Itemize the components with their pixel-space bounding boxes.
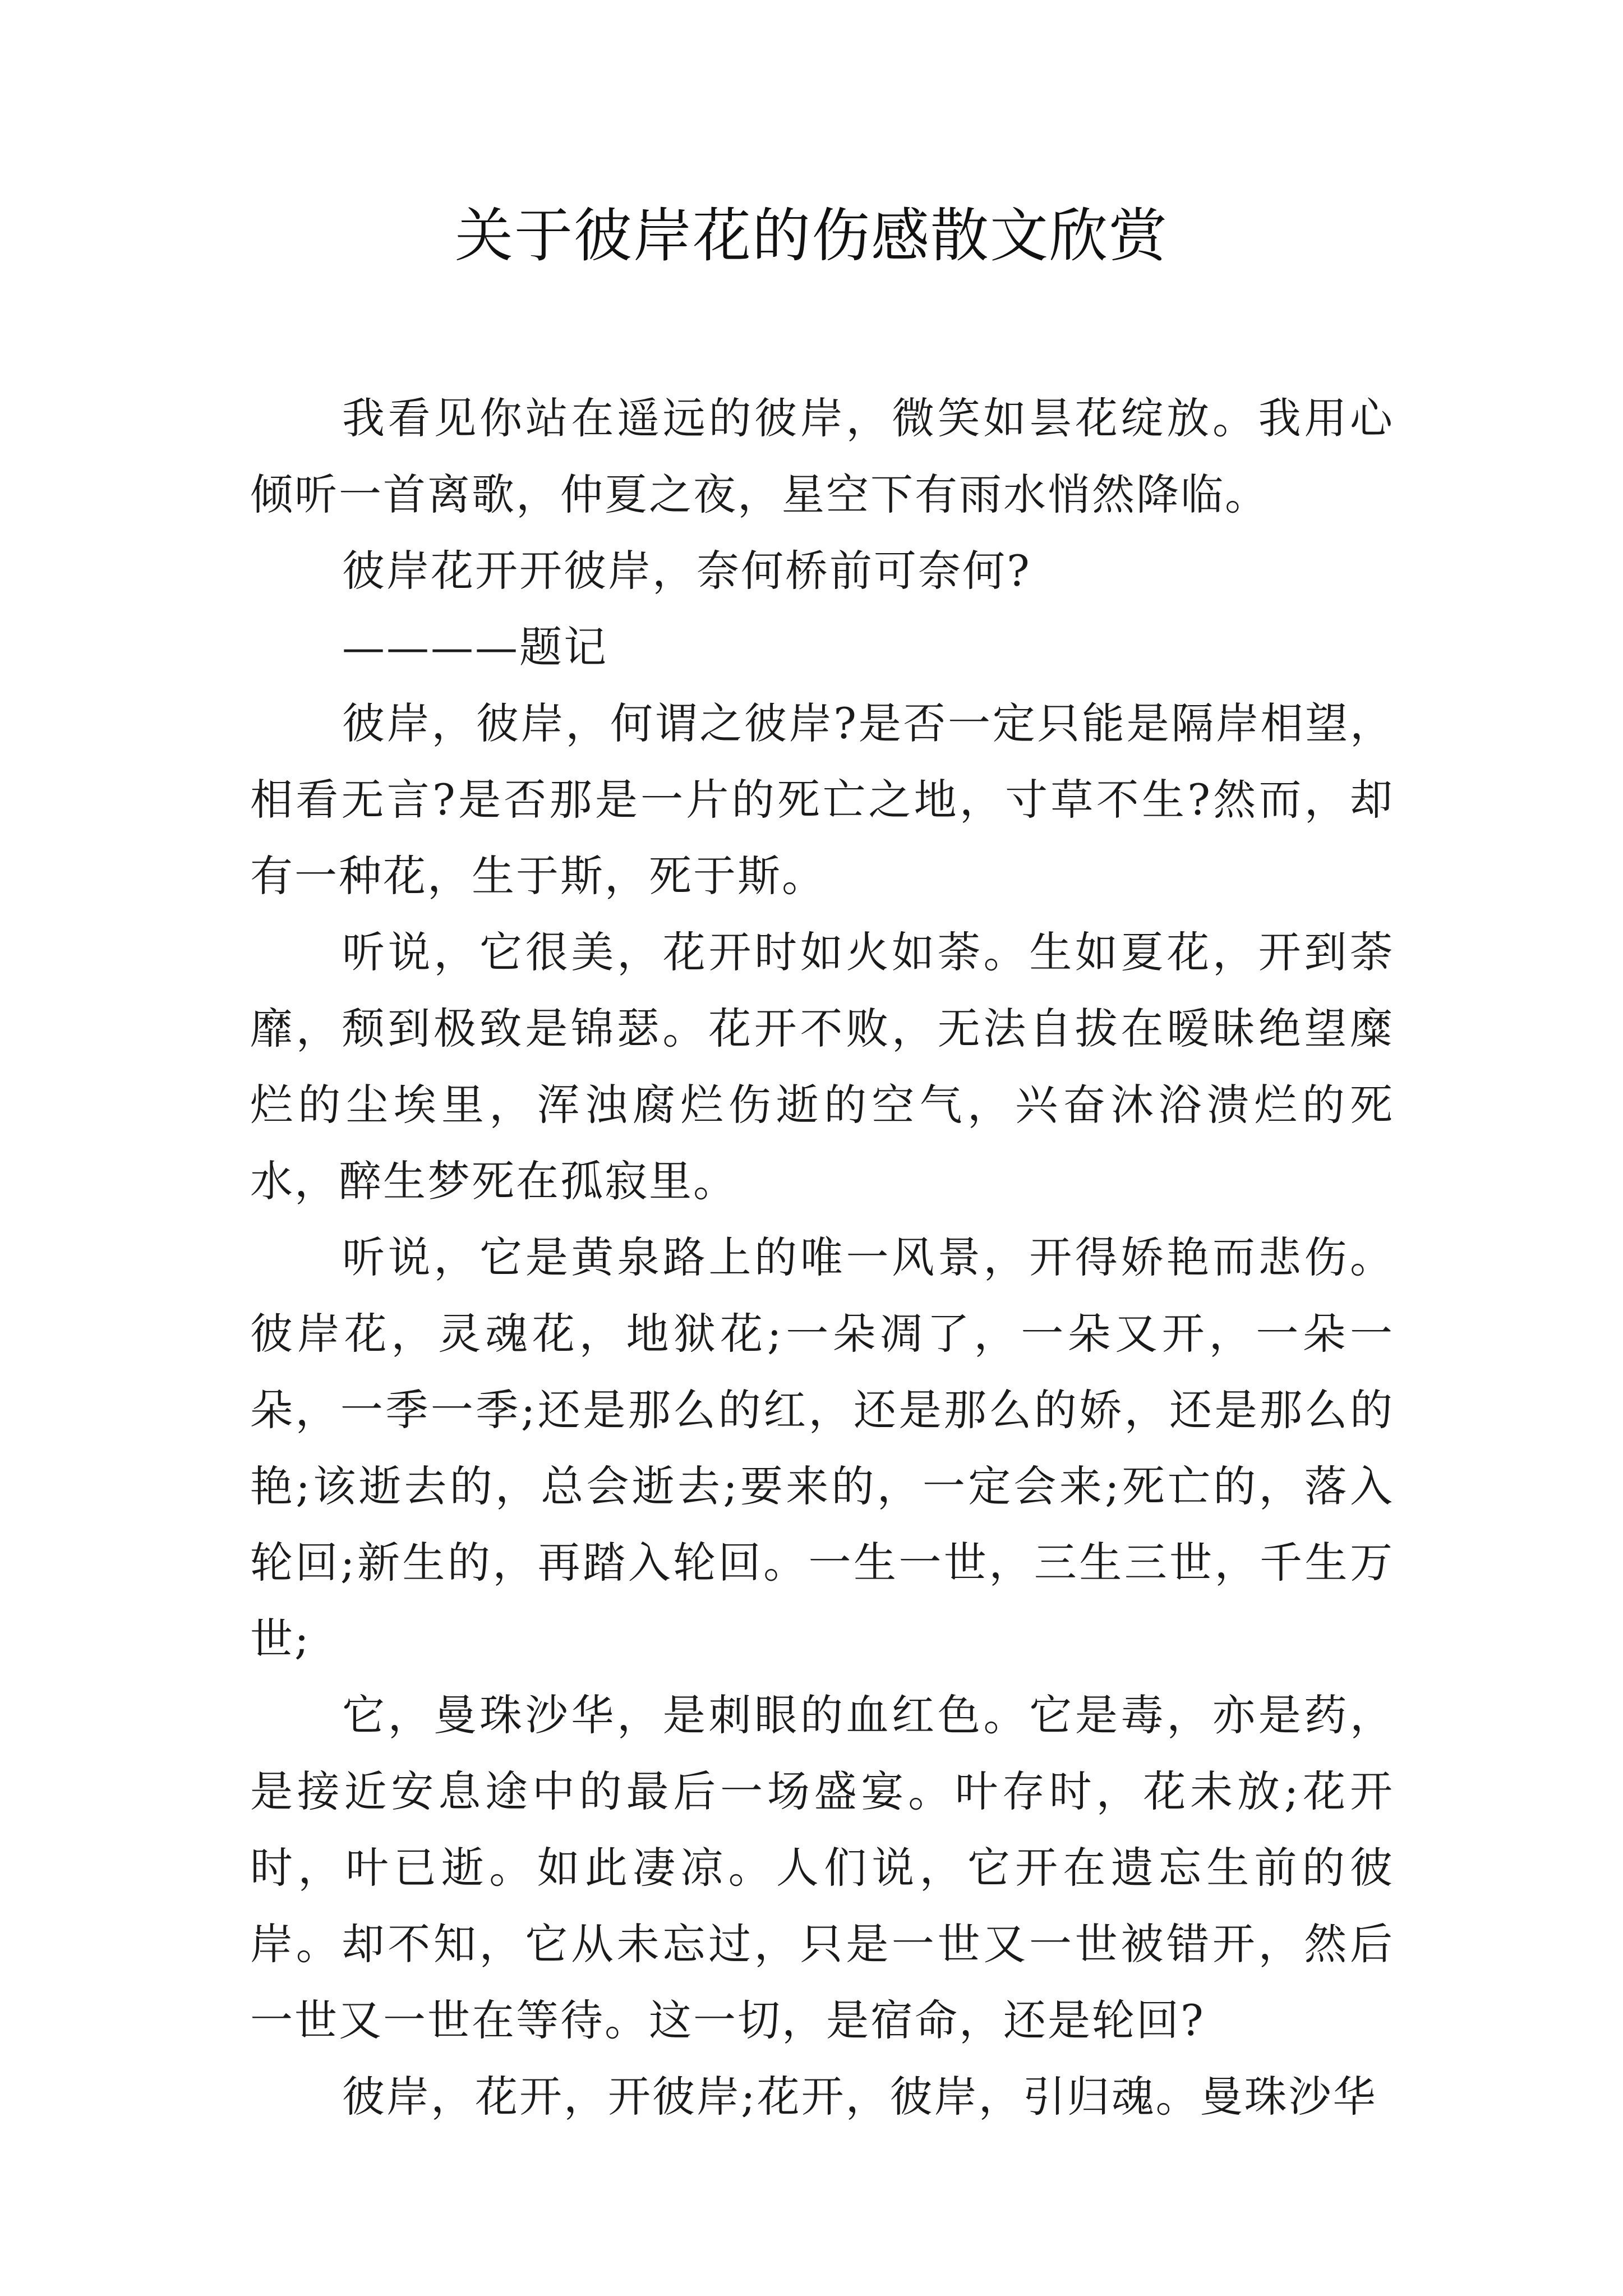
- paragraph-epigraph: 彼岸花开开彼岸，奈何桥前可奈何?: [342, 546, 1031, 596]
- paragraph-body: 它，曼珠沙华，是刺眼的血红色。它是毒，亦是药，是接近安息途中的最后一场盛宴。叶存时，花未放;花开时，叶已逝。如此凄凉。人们说，它开在遗忘生前的彼岸。却不知，它从未忘过，只是一世又一世被错开，然后一世又一世在等待。这一切，是宿命，还是轮回?: [250, 1690, 1394, 2045]
- document-title: 关于彼岸花的伤感散文欣赏: [454, 201, 1168, 270]
- paragraph-body: 听说，它是黄泉路上的唯一风景，开得娇艳而悲伤。彼岸花，灵魂花，地狱花;一朵凋了，一朵又开，一朵一朵，一季一季;还是那么的红，还是那么的娇，还是那么的艳;该逝去的，总会逝去;要来的，一定会来;死亡的，落入轮回;新生的，再踏入轮回。一生一世，三生三世，千生万世;: [250, 1232, 1394, 1664]
- paragraph-body: 彼岸，彼岸，何谓之彼岸?是否一定只能是隔岸相望，相看无言?是否那是一片的死亡之地，寸草不生?然而，却有一种花，生于斯，死于斯。: [250, 698, 1394, 901]
- paragraph-body: 听说，它很美，花开时如火如荼。生如夏花，开到荼靡，颓到极致是锦瑟。花开不败，无法自拔在暧昧绝望糜烂的尘埃里，浑浊腐烂伤逝的空气，兴奋沐浴溃烂的死水，醉生梦死在孤寂里。: [250, 927, 1394, 1206]
- paragraph-body: 彼岸，花开，开彼岸;花开，彼岸，引归魂。曼珠沙华: [342, 2072, 1377, 2122]
- document-body: [250, 380, 1394, 2135]
- paragraph-intro: 我看见你站在遥远的彼岸，微笑如昙花绽放。我用心倾听一首离歌，仲夏之夜，星空下有雨水悄然降临。: [250, 393, 1394, 519]
- paragraph-epigraph-attribution: ————题记: [342, 622, 608, 672]
